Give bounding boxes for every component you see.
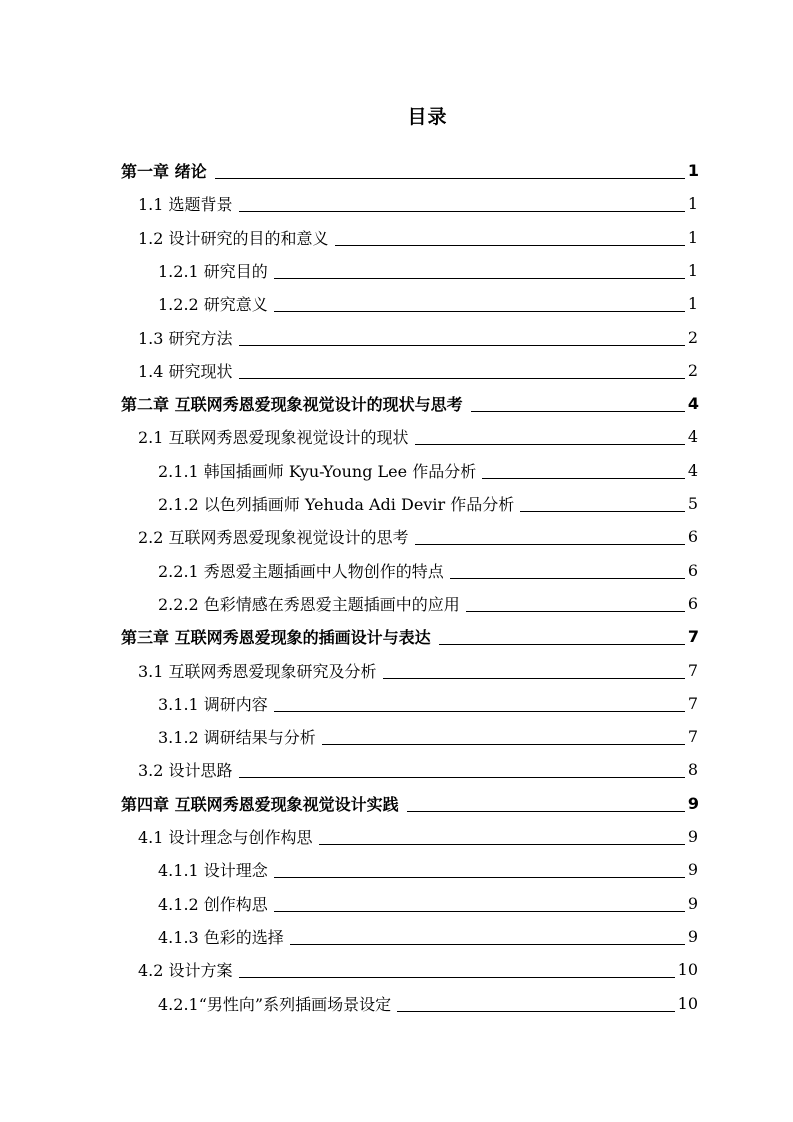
toc-entry-label: 2.1.1 韩国插画师 Kyu-Young Lee 作品分析 xyxy=(158,461,477,481)
toc-leader-line xyxy=(407,811,685,812)
toc-page-number: 9 xyxy=(687,860,698,880)
toc-leader-line xyxy=(397,1011,675,1012)
toc-entry-label: 3.1 互联网秀恩爱现象研究及分析 xyxy=(138,661,377,681)
toc-entry[interactable] xyxy=(138,753,698,786)
toc-entry-label: 1.2.1 研究目的 xyxy=(158,261,268,281)
toc-entry[interactable] xyxy=(138,820,698,853)
toc-page-number: 9 xyxy=(687,926,698,946)
toc-page-number: 2 xyxy=(687,360,698,380)
toc-leader-line xyxy=(239,777,685,778)
toc-leader-line xyxy=(239,977,675,978)
toc-entry[interactable] xyxy=(121,787,699,820)
toc-entry[interactable] xyxy=(138,654,698,687)
toc-entry[interactable] xyxy=(158,720,698,753)
toc-page-number: 6 xyxy=(687,527,698,547)
toc-entry-label: 第二章 互联网秀恩爱现象视觉设计的现状与思考 xyxy=(121,395,463,415)
toc-entry[interactable] xyxy=(158,687,698,720)
toc-entry-label: 第一章 绪论 xyxy=(121,162,207,181)
toc-leader-line xyxy=(274,278,685,279)
toc-page-number: 10 xyxy=(677,960,698,980)
toc-page-number: 10 xyxy=(677,993,698,1013)
toc-entry-label: 4.1.1 设计理念 xyxy=(158,861,268,881)
toc-entry[interactable] xyxy=(158,554,698,587)
toc-entry[interactable] xyxy=(138,321,698,354)
toc-leader-line xyxy=(439,644,685,645)
toc-leader-line xyxy=(415,444,685,445)
toc-page-number: 5 xyxy=(687,494,698,513)
toc-entry-label: 第三章 互联网秀恩爱现象的插画设计与表达 xyxy=(121,628,431,648)
toc-page-number: 7 xyxy=(687,727,698,747)
toc-entry[interactable] xyxy=(138,187,698,220)
toc-entry-label: 3.1.1 调研内容 xyxy=(158,694,268,714)
toc-entry-label: 2.1 互联网秀恩爱现象视觉设计的现状 xyxy=(138,428,409,448)
toc-leader-line xyxy=(239,345,685,346)
toc-entry[interactable] xyxy=(158,987,698,1020)
toc-page-number: 6 xyxy=(687,593,698,613)
toc-leader-line xyxy=(466,611,685,612)
toc-entry[interactable] xyxy=(158,454,698,487)
toc-entry-label: 2.1.2 以色列插画师 Yehuda Adi Devir 作品分析 xyxy=(158,495,515,514)
toc-page-number: 7 xyxy=(687,693,698,713)
toc-entry-label: 4.1.3 色彩的选择 xyxy=(158,927,284,947)
toc-leader-line xyxy=(520,511,685,512)
toc-entry[interactable] xyxy=(138,420,698,453)
toc-entry[interactable] xyxy=(138,520,698,553)
toc-page-number: 7 xyxy=(687,627,699,647)
toc-entry-label: 4.2 设计方案 xyxy=(138,961,233,981)
toc-page-number: 4 xyxy=(687,460,698,480)
toc-leader-line xyxy=(319,844,685,845)
toc-entry-label: 第四章 互联网秀恩爱现象视觉设计实践 xyxy=(121,794,399,814)
toc-leader-line xyxy=(274,311,685,312)
toc-leader-line xyxy=(239,211,685,212)
toc-entry[interactable] xyxy=(121,154,699,187)
toc-page-number: 1 xyxy=(687,227,698,247)
toc-page-number: 9 xyxy=(687,793,699,813)
toc-entry-label: 4.1.2 创作构思 xyxy=(158,894,268,914)
toc-entry-label: 4.1 设计理念与创作构思 xyxy=(138,828,313,847)
toc-page-number: 1 xyxy=(687,161,699,180)
toc-entry-label: 4.2.1“男性向”系列插画场景设定 xyxy=(158,994,392,1014)
toc-entry[interactable] xyxy=(121,387,699,420)
toc-page-number: 2 xyxy=(687,327,698,347)
toc-entry[interactable] xyxy=(158,254,698,287)
toc-entry-label: 1.2 设计研究的目的和意义 xyxy=(138,228,329,248)
toc-leader-line xyxy=(471,411,685,412)
toc-leader-line xyxy=(335,245,685,246)
toc-page-number: 6 xyxy=(687,560,698,580)
toc-leader-line xyxy=(274,877,685,878)
toc-leader-line xyxy=(290,944,685,945)
page-title: 目录 xyxy=(407,106,448,128)
toc-page-number: 9 xyxy=(687,893,698,913)
toc-leader-line xyxy=(450,578,685,579)
toc-entry[interactable] xyxy=(121,620,699,653)
toc-page-number: 1 xyxy=(687,260,698,280)
toc-entry-label: 2.2.1 秀恩爱主题插画中人物创作的特点 xyxy=(158,561,444,581)
toc-entry[interactable] xyxy=(158,487,698,520)
toc-leader-line xyxy=(215,178,685,179)
toc-page-number: 4 xyxy=(687,427,698,447)
toc-leader-line xyxy=(482,478,685,479)
toc-entry-label: 3.1.2 调研结果与分析 xyxy=(158,728,316,748)
toc-leader-line xyxy=(239,378,685,379)
toc-page-number: 9 xyxy=(687,827,698,846)
toc-page-number: 7 xyxy=(687,660,698,680)
toc-entry-label: 3.2 设计思路 xyxy=(138,761,233,781)
toc-entry-label: 2.2 互联网秀恩爱现象视觉设计的思考 xyxy=(138,528,409,548)
toc-entry[interactable] xyxy=(158,587,698,620)
toc-page-number: 1 xyxy=(687,194,698,214)
toc-leader-line xyxy=(383,678,685,679)
toc-entry-label: 1.3 研究方法 xyxy=(138,328,233,348)
toc-leader-line xyxy=(274,911,685,912)
toc-entry-label: 2.2.2 色彩情感在秀恩爱主题插画中的应用 xyxy=(158,594,460,614)
toc-entry-label: 1.2.2 研究意义 xyxy=(158,295,268,315)
toc-page-number: 1 xyxy=(687,294,698,314)
toc-entry-label: 1.4 研究现状 xyxy=(138,361,233,381)
toc-leader-line xyxy=(322,744,685,745)
toc-leader-line xyxy=(415,544,685,545)
toc-entry[interactable] xyxy=(158,287,698,320)
toc-entry[interactable] xyxy=(138,221,698,254)
toc-entry[interactable] xyxy=(138,953,698,986)
toc-entry[interactable] xyxy=(138,354,698,387)
toc-page-number: 4 xyxy=(687,394,699,414)
toc-entry[interactable] xyxy=(158,887,698,920)
toc-entry-label: 1.1 选题背景 xyxy=(138,195,233,215)
toc-page-number: 8 xyxy=(687,760,698,780)
toc-entry[interactable] xyxy=(158,853,698,886)
toc-leader-line xyxy=(274,711,685,712)
toc-entry[interactable] xyxy=(158,920,698,953)
